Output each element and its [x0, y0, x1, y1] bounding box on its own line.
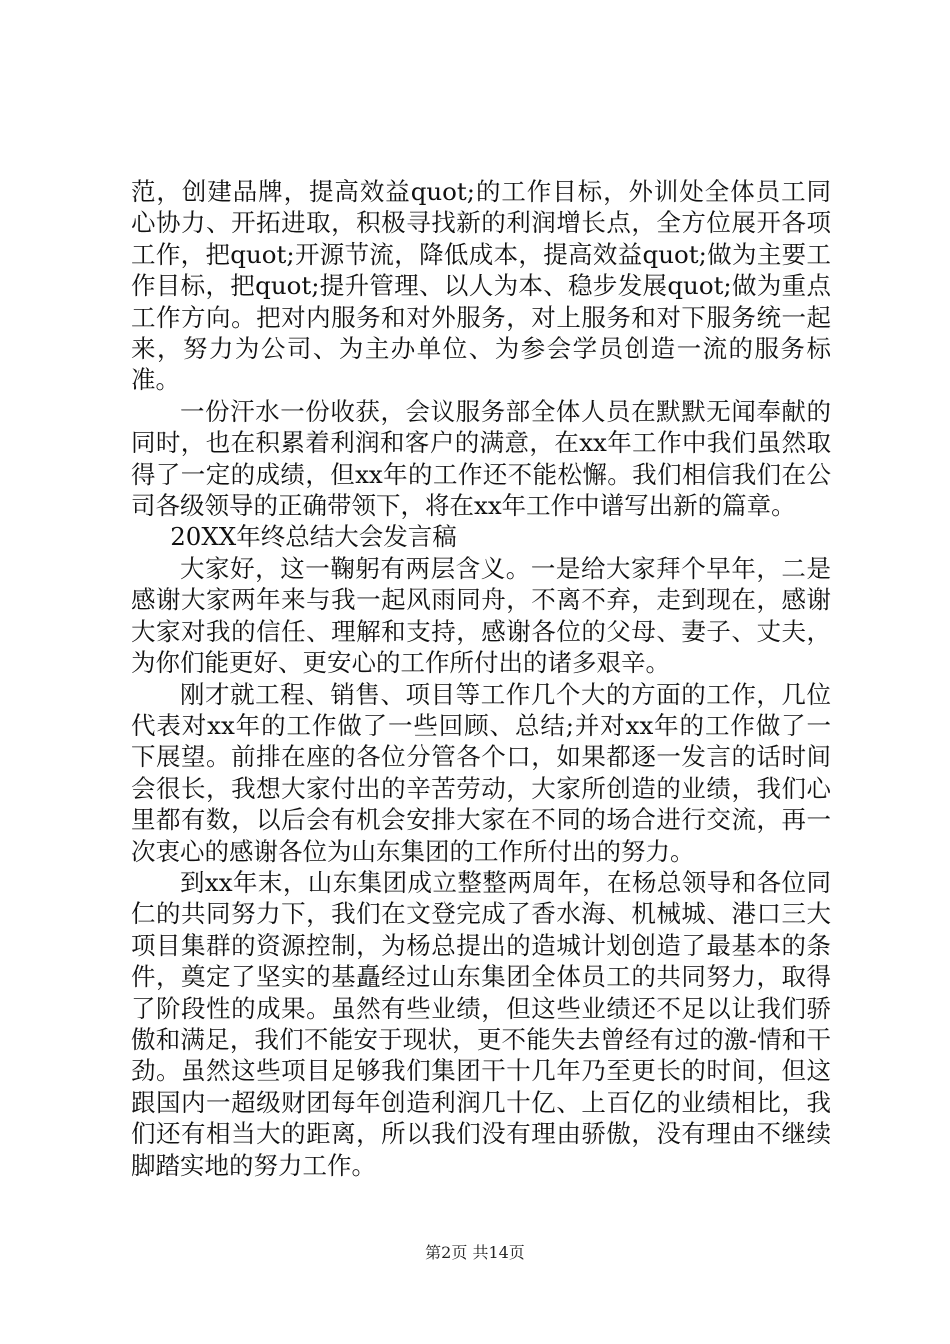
- document-body: [131, 176, 831, 1181]
- paragraph-achievements: 到xx年末，山东集团成立整整两周年，在杨总领导和各位同仁的共同努力下，我们在文登完成了香水海、机械城、港口三大项目集群的资源控制，为杨总提出的造城计划创造了最基本的条件，奠定了坚实的基矗经过山东集团全体员工的共同努力，取得了阶段性的成果。虽然有些业绩，但这些业绩还不足以让我们骄傲和满足，我们不能安于现状，更不能失去曾经有过的激-情和干劲。虽然这些项目足够我们集团干十几年乃至更长的时间，但这跟国内一超级财团每年创造利润几十亿、上百亿的业绩相比，我们还有相当大的距离，所以我们没有理由骄傲，没有理由不继续脚踏实地的努力工作。: [131, 867, 831, 1180]
- paragraph-summary: 一份汗水一份收获，会议服务部全体人员在默默无闻奉献的同时，也在积累着利润和客户的满意，在xx年工作中我们虽然取得了一定的成绩，但xx年的工作还不能松懈。我们相信我们在公司各级领导的正确带领下，将在xx年工作中谱写出新的篇章。: [131, 396, 831, 521]
- paragraph-greeting: 大家好，这一鞠躬有两层含义。一是给大家拜个早年，二是感谢大家两年来与我一起风雨同舟，不离不弃，走到现在，感谢大家对我的信任、理解和支持，感谢各位的父母、妻子、丈夫，为你们能更好、更安心的工作所付出的诸多艰辛。: [131, 553, 831, 678]
- page-number-footer: 第2页 共14页: [425, 1243, 525, 1262]
- paragraph-continuation: 范，创建品牌，提高效益quot;的工作目标，外训处全体员工同心协力、开拓进取，积极寻找新的利润增长点，全方位展开各项工作，把quot;开源节流，降低成本，提高效益quot;做为主要工作目标，把quot;提升管理、以人为本、稳步发展quot;做为重点工作方向。把对内服务和对外服务，对上服务和对下服务统一起来，努力为公司、为主办单位、为参会学员创造一流的服务标准。: [131, 177, 831, 395]
- paragraph-review: 刚才就工程、销售、项目等工作几个大的方面的工作，几位代表对xx年的工作做了一些回顾、总结;并对xx年的工作做了一下展望。前排在座的各位分管各个口，如果都逐一发言的话时间会很长，我想大家付出的辛苦劳动，大家所创造的业绩，我们心里都有数，以后会有机会安排大家在不同的场合进行交流，再一次衷心的感谢各位为山东集团的工作所付出的努力。: [131, 679, 831, 866]
- section-heading: 20XX年终总结大会发言稿: [170, 522, 457, 552]
